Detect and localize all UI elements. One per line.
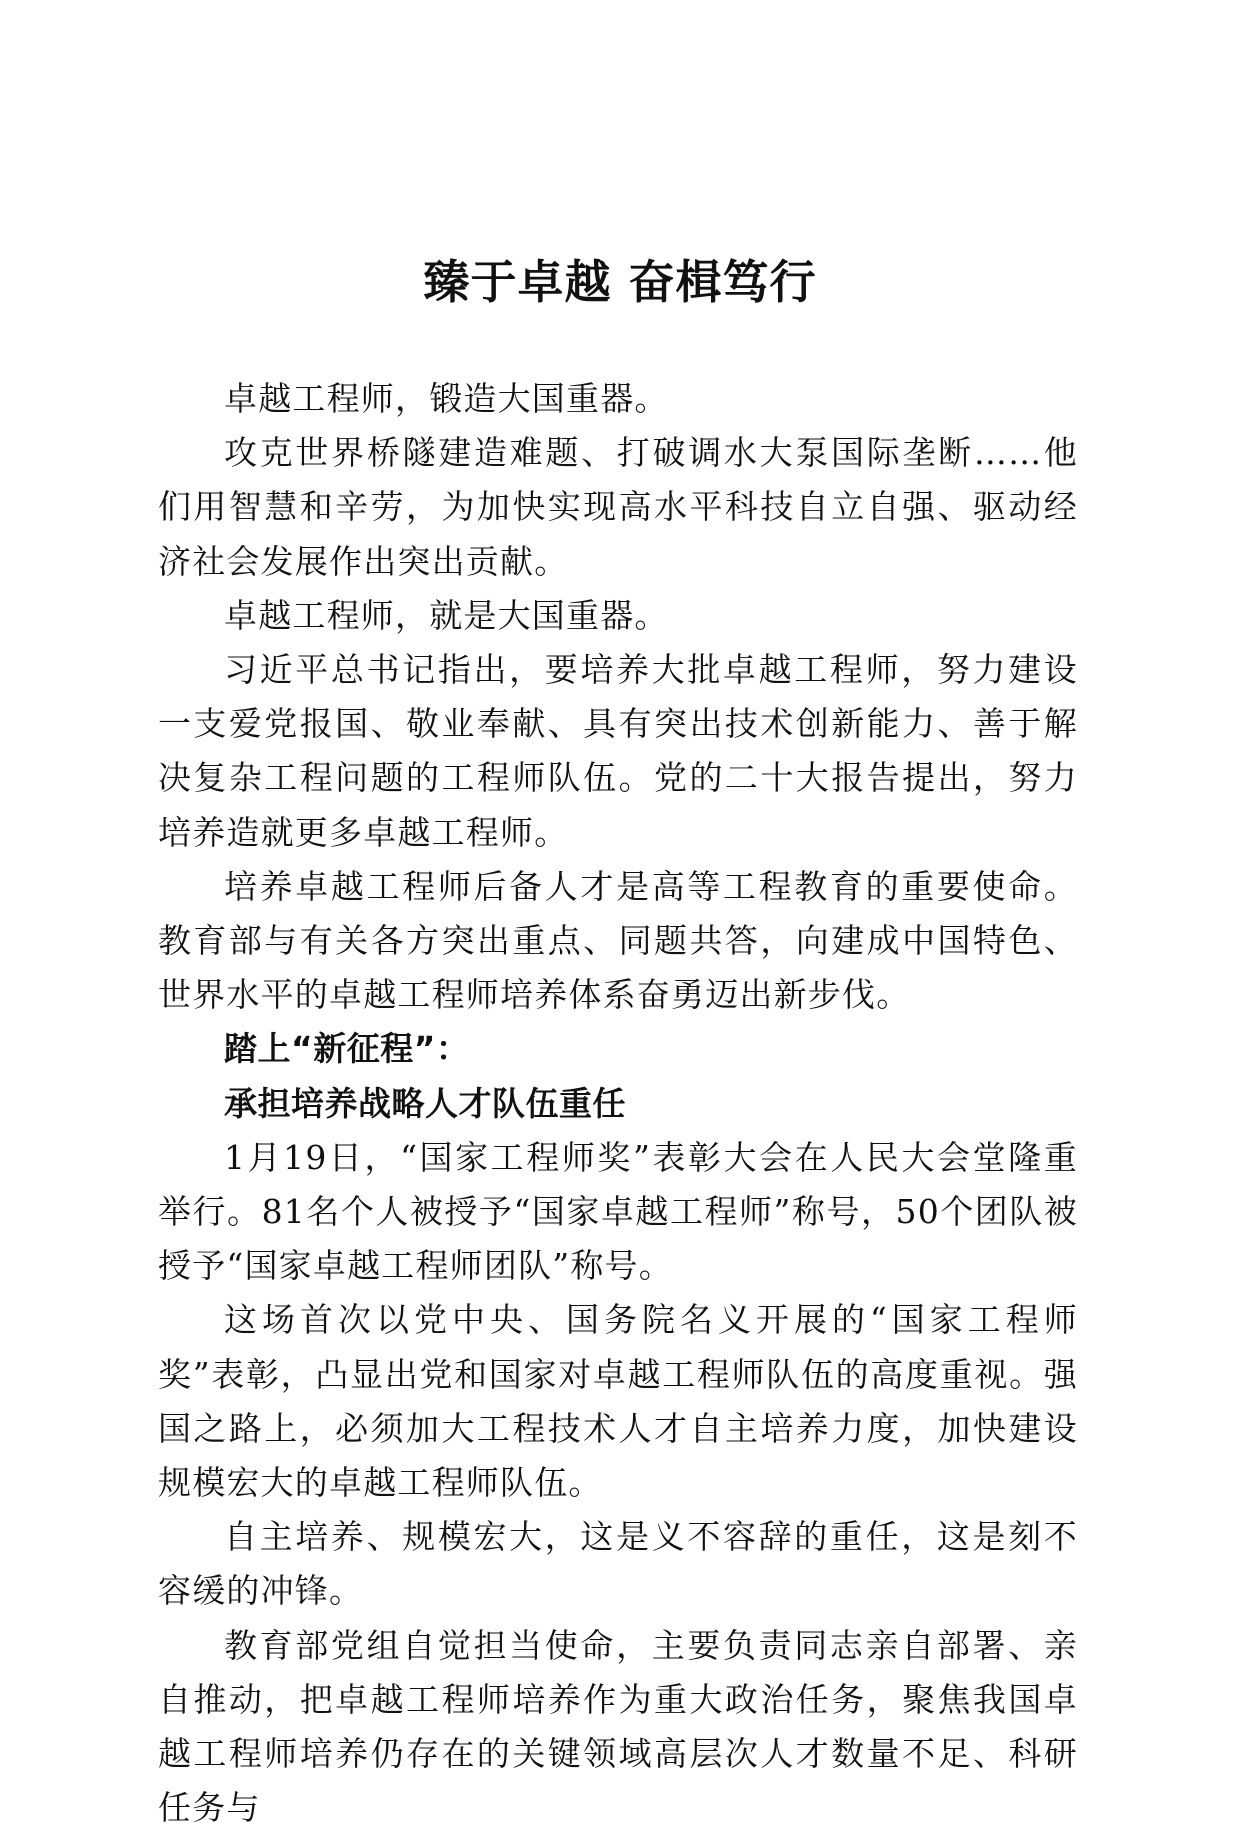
paragraph-3: 卓越工程师，就是大国重器。 xyxy=(224,595,669,635)
article-body xyxy=(158,372,1078,1835)
paragraph-4: 习近平总书记指出，要培养大批卓越工程师，努力建设一支爱党报国、敬业奉献、具有突出技术创新能力、善于解决复杂工程问题的工程师队伍。党的二十大报告提出，努力培养造就更多卓越工程师。 xyxy=(158,650,1078,852)
paragraph-2: 攻克世界桥隧建造难题、打破调水大泵国际垄断……他们用智慧和辛劳，为加快实现高水平科技自立自强、驱动经济社会发展作出突出贡献。 xyxy=(158,433,1078,581)
page-title: 臻于卓越 奋楫笃行 xyxy=(423,255,817,309)
paragraph-5: 培养卓越工程师后备人才是高等工程教育的重要使命。教育部与有关各方突出重点、同题共答，向建成中国特色、世界水平的卓越工程师培养体系奋勇迈出新步伐。 xyxy=(158,866,1078,1015)
section-heading-line-1: 踏上“新征程”： xyxy=(224,1029,470,1069)
paragraph-1: 卓越工程师，锻造大国重器。 xyxy=(224,379,669,418)
section-paragraph-1: 1月19日，“国家工程师奖”表彰大会在人民大会堂隆重举行。81名个人被授予“国家卓越工程师”称号，50个团队被授予“国家卓越工程师团队”称号。 xyxy=(158,1137,1078,1286)
section-paragraph-4: 教育部党组自觉担当使命，主要负责同志亲自部署、亲自推动，把卓越工程师培养作为重大政治任务，聚焦我国卓越工程师培养仍存在的关键领域高层次人才数量不足、科研任务与 xyxy=(158,1625,1078,1828)
section-paragraph-2: 这场首次以党中央、国务院名义开展的“国家工程师奖”表彰，凸显出党和国家对卓越工程师队伍的高度重视。强国之路上，必须加大工程技术人才自主培养力度，加快建设规模宏大的卓越工程师队伍。 xyxy=(158,1300,1078,1503)
section-heading-line-2: 承担培养战略人才队伍重任 xyxy=(224,1083,626,1123)
section-paragraph-3: 自主培养、规模宏大，这是义不容辞的重任，这是刻不容缓的冲锋。 xyxy=(158,1517,1078,1611)
